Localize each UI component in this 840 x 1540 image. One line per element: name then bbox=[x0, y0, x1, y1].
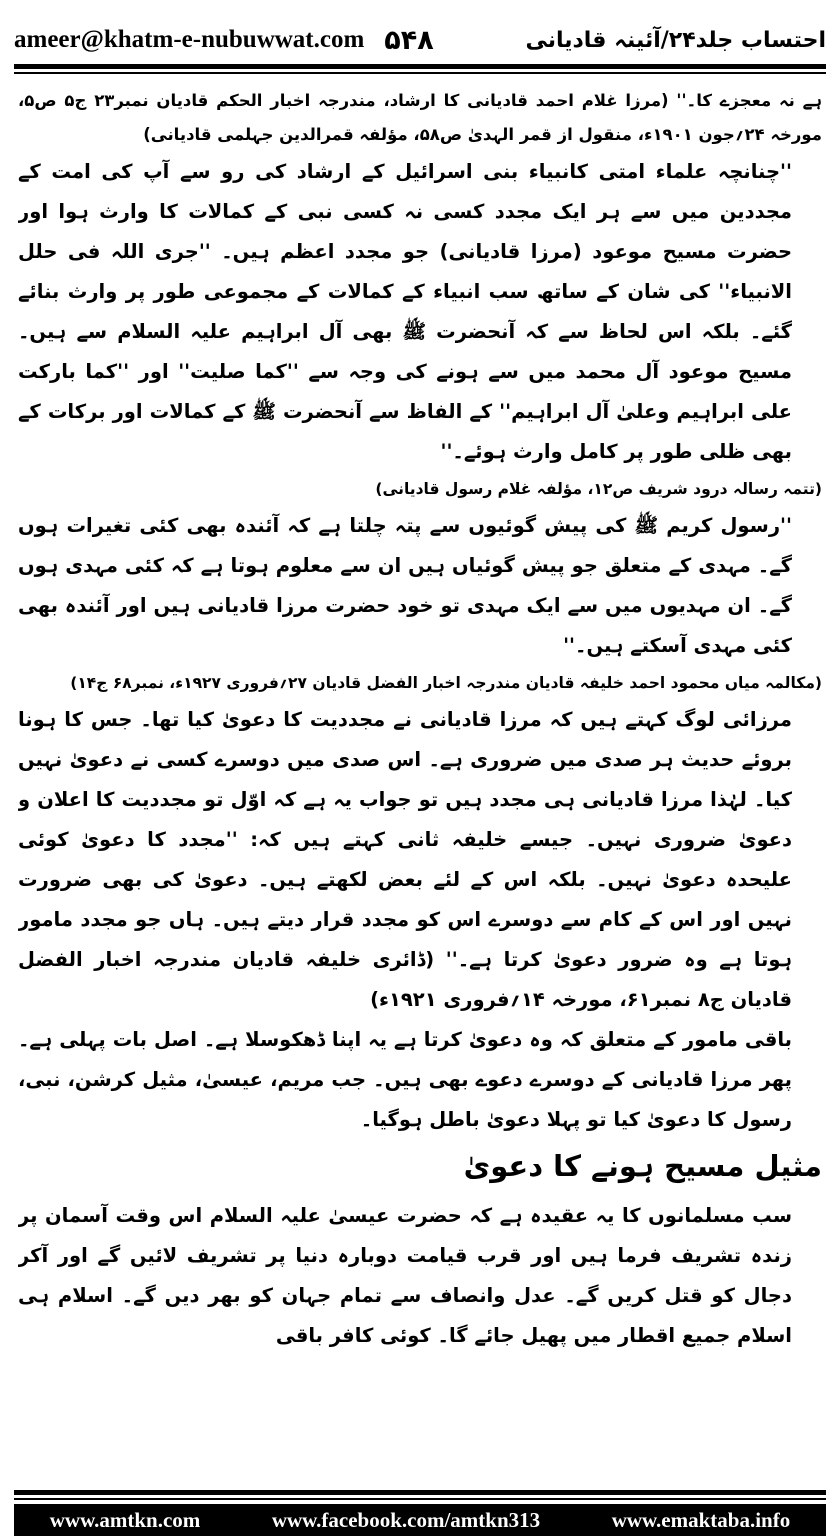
section-heading: مثیل مسیح ہونے کا دعویٰ bbox=[463, 1149, 822, 1183]
footer-link-emaktaba[interactable]: www.emaktaba.info bbox=[611, 1507, 791, 1532]
reference-citation: (مکالمہ میاں محمود احمد خلیفہ قادیان مندرجہ اخبار الفضل قادیان ۲۷؍فروری ۱۹۲۷ء، نمبر۶۸ ج۱۴) bbox=[70, 674, 822, 692]
paragraph-citation-continuation: ہے نہ معجزے کا۔'' (مرزا غلام احمد قادیانی کا ارشاد، مندرجہ اخبار الحکم قادیان نمبر۲۳ ج۵ ص۵، مورخہ ۲۴؍جون ۱۹۰۱ء، منقول از قمر الہدیٰ ص۵۸، مؤلفہ قمرالدین جہلمی قادیانی) bbox=[18, 91, 822, 144]
page-body bbox=[18, 84, 822, 1479]
paragraph-quote-mahdi: ''رسول کریم ﷺ کی پیش گوئیوں سے پتہ چلتا ہے کہ آئندہ بھی کئی تغیرات ہوں گے۔ مہدی کے متعلق جو پیش گوئیاں ہیں ان سے معلوم ہوتا ہے کہ کئی مہدی ہوں گے۔ ان مہدیوں میں سے ایک مہدی تو خود حضرت مرزا قادیانی ہیں اور آئندہ بھی کئی مہدی آسکتے ہیں۔'' bbox=[18, 514, 792, 657]
reference-citation bbox=[18, 472, 822, 506]
paragraph-mamoor: باقی مامور کے متعلق کہ وہ دعویٰ کرتا ہے یہ اپنا ڈھکوسلا ہے۔ اصل بات پہلی ہے۔ پھر مرزا قادیانی کے دوسرے دعوے بھی ہیں۔ جب مریم، عیسیٰ، مثیل کرشن، نبی، رسول کا دعویٰ کیا تو پہلا دعویٰ باطل ہوگیا۔ bbox=[18, 1028, 792, 1131]
footer-rule-thin bbox=[14, 1498, 826, 1500]
page-number: ۵۴۸ bbox=[384, 24, 434, 56]
paragraph-quote-mujaddid: ''چنانچہ علماء امتی کانبیاء بنی اسرائیل کے ارشاد کی رو سے آپ کی امت کے مجددین میں سے ہر ایک مجدد کسی نہ کسی نبی کے کمالات کا وارث ہوا اور حضرت مسیح موعود (مرزا قادیانی) جو مجدد اعظم ہیں۔ ''جری اللہ فی حلل الانبیاء'' کی شان کے ساتھ سب انبیاء کے کمالات کے مجموعی طور پر وارث بنائے گئے۔ بلکہ اس لحاظ سے کہ آنحضرت ﷺ بھی آل ابراہیم علیہ السلام سے ہیں۔ مسیح موعود آل محمد میں سے ہونے کی وجہ سے ''کما صلیت'' اور ''کما بارکت علی ابراہیم وعلیٰ آل ابراہیم'' کے الفاظ سے آنحضرت ﷺ کے کمالات اور برکات کے بھی ظلی طور پر کامل وارث ہوئے۔'' bbox=[18, 160, 792, 463]
reference-text: (تتمہ رسالہ درود شریف ص۱۲، مؤلفہ غلام رسول قادیانی) bbox=[375, 480, 822, 498]
page-footer bbox=[14, 1504, 826, 1536]
header-rule-thin bbox=[14, 72, 826, 74]
book-title: احتساب جلد۲۴/آئینہ قادیانی bbox=[525, 27, 826, 53]
header-left bbox=[14, 25, 434, 56]
header-email[interactable]: ameer@khatm-e-nubuwwat.com bbox=[14, 26, 365, 53]
header-rule-thick bbox=[14, 64, 826, 69]
footer-link-facebook[interactable]: www.facebook.com/amtkn313 bbox=[271, 1507, 541, 1532]
footer-rule-thick bbox=[14, 1490, 826, 1495]
paragraph-mirzai-claim: مرزائی لوگ کہتے ہیں کہ مرزا قادیانی نے مجددیت کا دعویٰ کیا تھا۔ جس کا ہونا بروئے حدیث ہر صدی میں ضروری ہے۔ اس صدی میں دوسرے کسی نے دعویٰ نہیں کیا۔ لہٰذا مرزا قادیانی ہی مجدد ہیں تو جواب یہ ہے کہ اوّل تو مجددیت کا اعلان و دعویٰ ضروری نہیں۔ جیسے خلیفہ ثانی کہتے ہیں کہ: ''مجدد کا دعویٰ کوئی علیحدہ دعویٰ نہیں۔ بلکہ اس کے لئے بعض لکھتے ہیں۔ دعویٰ کی بھی ضرورت نہیں اور اس کے کام سے دوسرے اس کو مجدد قرار دیتے ہیں۔ ہاں جو مجدد مامور ہوتا ہے وہ ضرور دعویٰ کرتا ہے۔'' (ڈائری خلیفہ قادیان مندرجہ اخبار الفضل قادیان ج۸ نمبر۶۱، مورخہ ۱۴؍فروری ۱۹۲۱ء) bbox=[18, 708, 792, 1011]
page-header bbox=[14, 18, 826, 62]
paragraph-muslim-belief: سب مسلمانوں کا یہ عقیدہ ہے کہ حضرت عیسیٰ علیہ السلام اس وقت آسمان پر زندہ تشریف فرما ہیں اور قرب قیامت دوبارہ دنیا پر تشریف لائیں گے اور آکر دجال کو قتل کریں گے۔ عدل وانصاف سے تمام جہان کو بھر دیں گے۔ اسلام ہی اسلام جمیع اقطار میں پھیل جائے گا۔ کوئی کافر باقی bbox=[18, 1204, 792, 1347]
footer-link-amtkn[interactable]: www.amtkn.com bbox=[49, 1507, 201, 1532]
